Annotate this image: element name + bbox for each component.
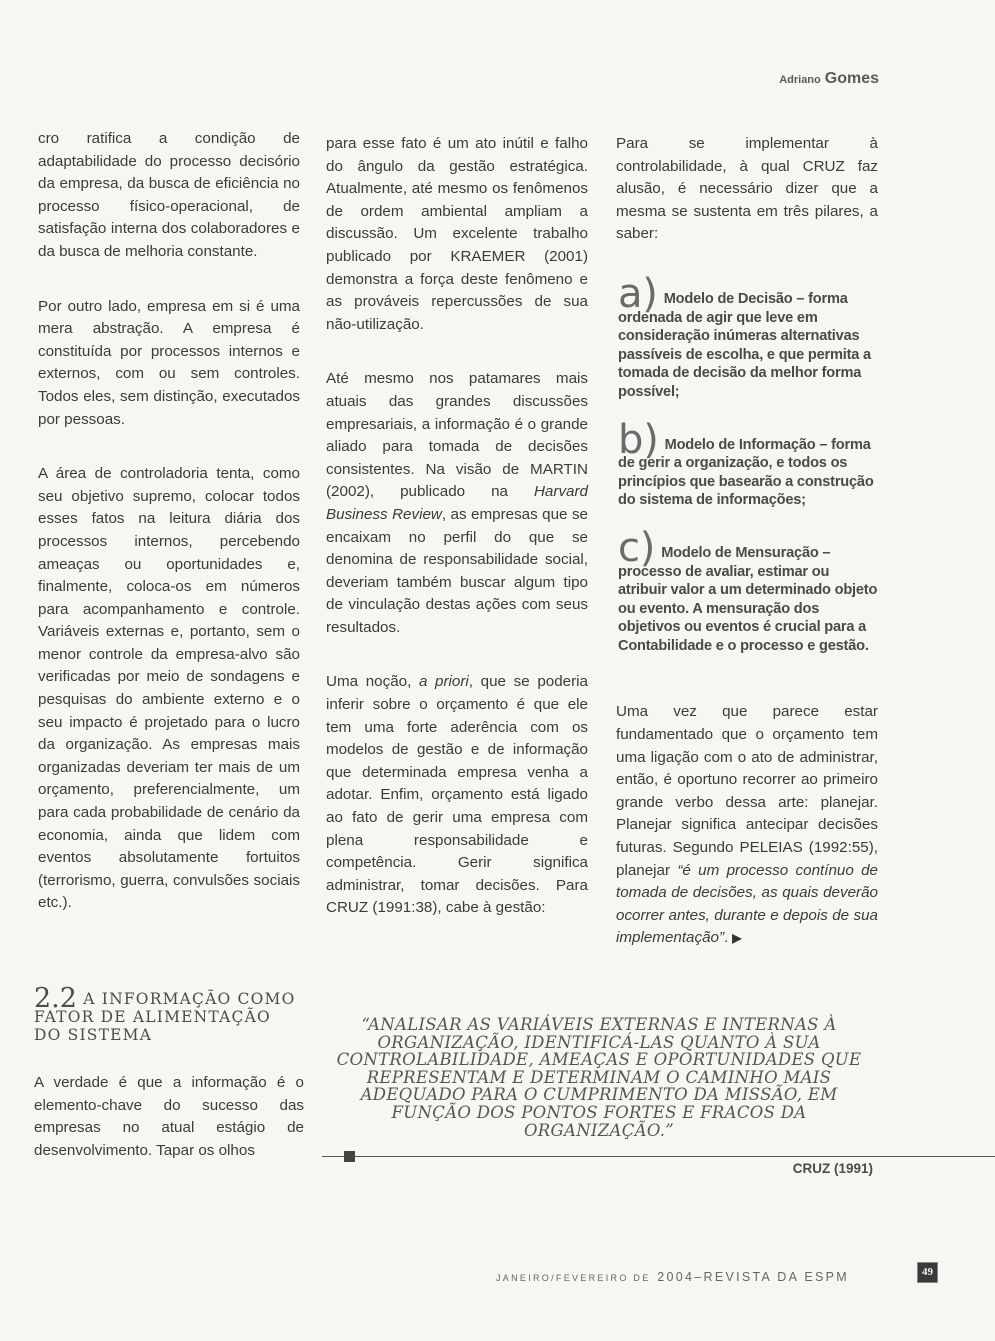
- pillar-text: Modelo de Informação – forma de gerir a organização, e todos os princípios que basearão a construção do sistema de informações;: [618, 436, 874, 509]
- latin-term: a priori: [418, 673, 469, 691]
- text-column-1: [38, 128, 300, 947]
- pillar-letter: b): [618, 416, 659, 463]
- text-run: Até mesmo nos patamares mais atuais das grandes discussões empresariais, a informação é o grande aliado para tomada de decisões consistentes. Na visão de MARTIN (2002), publicado na: [326, 370, 588, 501]
- pillar-letter: c): [618, 524, 656, 571]
- text-run: .: [724, 929, 729, 947]
- square-bullet-icon: [344, 1151, 355, 1162]
- pillar-item: [618, 524, 878, 656]
- body-paragraph: [326, 671, 588, 920]
- pillar-item: [618, 416, 878, 510]
- author-header: [779, 70, 879, 88]
- text-column-3: [616, 133, 878, 950]
- body-paragraph: Por outro lado, empresa em si é uma mera abstração. A empresa é constituída por processos internos e externos, com ou sem controles. Todos eles, sem distinção, executados por pessoas.: [38, 297, 300, 428]
- page-number: 49: [917, 1262, 938, 1283]
- text-column-2: [326, 133, 588, 952]
- section-title: A INFORMAÇÃO COMO FATOR DE ALIMENTAÇÃO DO SISTEMA: [34, 990, 296, 1044]
- end-of-article-icon: ▶: [732, 931, 742, 946]
- body-paragraph: para esse fato é um ato inútil e falho do ângulo da gestão estratégica. Atualmente, até mesmo os fenômenos de ordem ambiental ampliam a discussão. Um excelente trabalho publicado por KRAEMER (2001) demonstra a força deste fenômeno e as prováveis repercussões de sua não-utilização.: [326, 135, 588, 333]
- section-number: 2.2: [34, 983, 77, 1014]
- citation-quote: “é um processo contínuo de tomada de decisões, as quais deverão ocorrer antes, durante e depois de sua implementação”: [616, 861, 878, 947]
- text-run: Uma noção,: [326, 673, 419, 691]
- page-footer: [496, 1268, 849, 1286]
- body-paragraph: cro ratifica a condição de adaptabilidade do processo decisório da empresa, da busca de eficiência no processo físico-operacional, de satisfação interna dos colaboradores e da busca de melhoria constante.: [38, 130, 300, 260]
- text-run: Uma vez que parece estar fundamentado que o orçamento tem uma ligação com o ato de administrar, então, é oportuno recorrer ao primeiro grande verbo dessa arte: planejar. Planejar significa antecipar decisões futuras. Segundo PELEIAS (1992:55), planejar: [616, 703, 878, 879]
- body-paragraph: [616, 701, 878, 950]
- footer-publication: 2004–REVISTA DA ESPM: [657, 1270, 849, 1284]
- footer-date: JANEIRO/FEVEREIRO DE: [496, 1273, 651, 1283]
- text-run: , que se poderia inferir sobre o orçamento é que ele tem uma forte aderência com os modelos de gestão e de informação que determinada empresa venha a adotar. Enfim, orçamento está ligado ao fato de gerir uma empresa com plena responsabilidade e competência. Gerir significa administrar, tomar decisões. Para CRUZ (1991:38), cabe à gestão:: [326, 673, 588, 917]
- pillar-text: Modelo de Mensuração – processo de avaliar, estimar ou atribuir valor a um determinado objeto ou evento. A mensuração dos objetivos ou eventos é crucial para a Contabilidade e o processo e gestão.: [618, 544, 878, 654]
- pillar-item: [618, 270, 878, 402]
- body-paragraph: [326, 368, 588, 639]
- pull-quote: “ANALISAR AS VARIÁVEIS EXTERNAS E INTERNAS À ORGANIZAÇÃO, IDENTIFICÁ-LAS QUANTO À SUA CONTROLABILIDADE, AMEAÇAS E OPORTUNIDADES QUE REPRESENTAM E DETERMINAM O CAMINHO MAIS ADEQUADO PARA O CUMPRIMENTO DA MISSÃO, EM FUNÇÃO DOS PONTOS FORTES E FRACOS DA ORGANIZAÇÃO.”: [336, 1015, 862, 1140]
- text-run: , as empresas que se encaixam no perfil do que se denomina de responsabilidade social, deveriam também buscar algum tipo de vinculação destas ações com seus resultados.: [326, 505, 588, 636]
- pillar-letter: a): [618, 270, 658, 317]
- body-paragraph: A verdade é que a informação é o elemento-chave do sucesso das empresas no atual estágio de desenvolvimento. Tapar os olhos: [34, 1074, 304, 1159]
- journal-title: Harvard Business Review: [326, 483, 588, 523]
- pillar-text: Modelo de Decisão – forma ordenada de agir que leve em consideração inúmeras alternativas passíveis de escolha, e que permita a tomada de decisão da melhor forma possível;: [618, 290, 871, 400]
- author-last-name: Gomes: [824, 70, 879, 87]
- quote-source: CRUZ (1991): [792, 1161, 873, 1176]
- section-heading: [34, 983, 304, 1044]
- body-paragraph: A área de controladoria tenta, como seu objetivo supremo, colocar todos esses fatos na leitura diária dos processos internos, percebendo ameaças ou oportunidades e, finalmente, coloca-os em números para acompanhamento e controle. Variáveis externas e, portanto, sem o menor controle da empresa-alvo são verificadas por meio de sondagens e pesquisas do ambiente externo e o seu impacto é projetado para o lucro da organização. As empresas mais organizadas deveriam ter mais de um orçamento, preferencialmente, um para cada probabilidade de cenário da economia, ainda que lidem com eventos absolutamente fortuitos (terrorismo, guerra, convulsões sociais etc.).: [38, 465, 300, 912]
- section-2-2: [34, 983, 304, 1162]
- body-paragraph: Para se implementar à controlabilidade, à qual CRUZ faz alusão, é necessário dizer que a mesma se sustenta em três pilares, a saber:: [616, 135, 878, 243]
- author-first-name: Adriano: [779, 74, 821, 86]
- divider: [322, 1156, 995, 1157]
